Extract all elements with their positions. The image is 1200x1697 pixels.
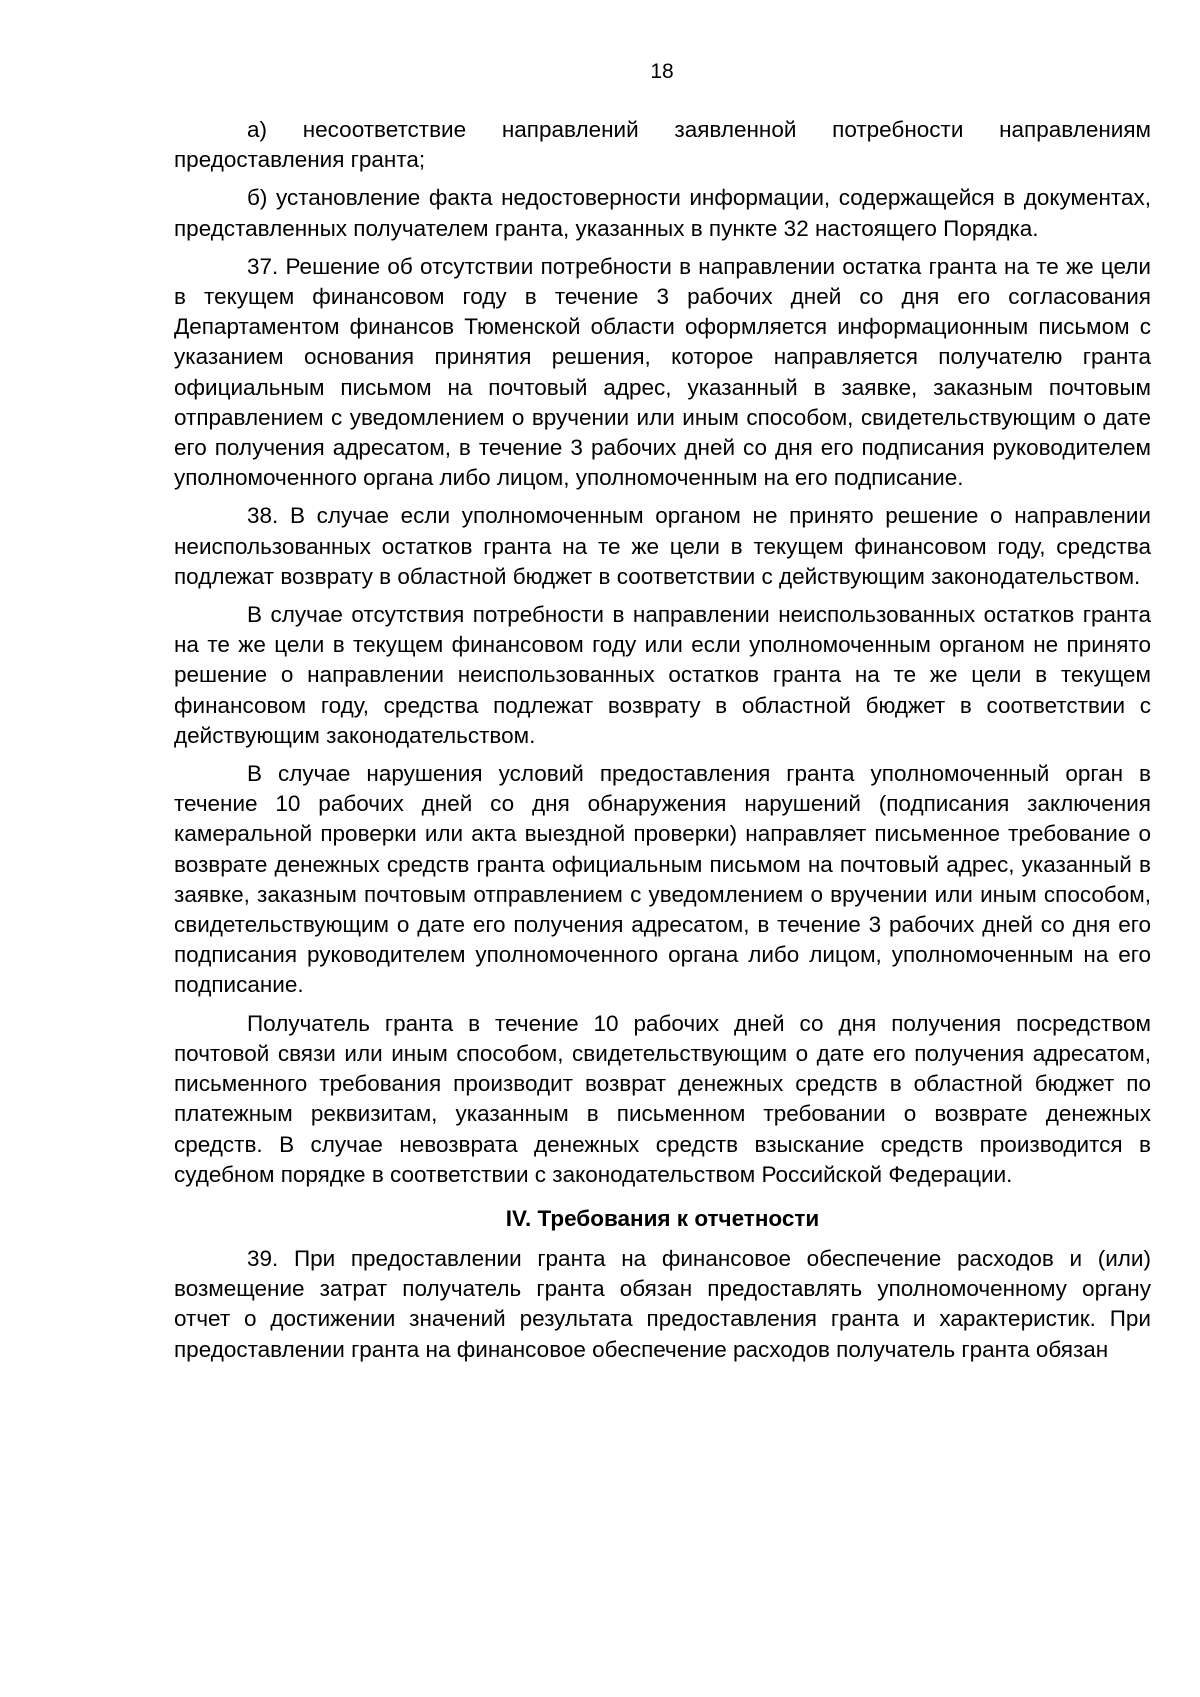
document-body: [174, 115, 1151, 1373]
page-number: 18: [650, 60, 674, 83]
paragraph-38-refund: Получатель гранта в течение 10 рабочих дней со дня получения посредством почтовой связи или иным способом, свидетельствующим о дате его получения адресатом, письменного требования производит возврат денежных средств в областной бюджет по платежным реквизитам, указанным в письменном требовании о возврате денежных средств. В случае невозврата денежных средств взыскание средств производится в судебном порядке в соответствии с законодательством Российской Федерации.: [174, 1010, 1151, 1187]
paragraph-39: 39. При предоставлении гранта на финансовое обеспечение расходов и (или) возмещение затрат получатель гранта обязан предоставлять уполномоченному органу отчет о достижении значений результата предоставления гранта и характеристик. При предоставлении гранта на финансовое обеспечение расходов получатель гранта обязан: [174, 1245, 1151, 1362]
paragraph-37: 37. Решение об отсутствии потребности в направлении остатка гранта на те же цели в текущем финансовом году в течение 3 рабочих дней со дня его согласования Департаментом финансов Тюменской области оформляется информационным письмом с указанием основания принятия решения, которое направляется получателю гранта официальным письмом на почтовый адрес, указанный в заявке, заказным почтовым отправлением с уведомлением о вручении или иным способом, свидетельствующим о дате его получения адресатом, в течение 3 рабочих дней со дня его подписания руководителем уполномоченного органа либо лицом, уполномоченным на его подписание.: [174, 253, 1151, 491]
paragraph-a: а) несоответствие направлений заявленной потребности направлениям предоставления гранта;: [174, 117, 1151, 173]
section-heading: IV. Требования к отчетности: [505, 1205, 820, 1231]
paragraph-38: 38. В случае если уполномоченным органом не принято решение о направлении неиспользованных остатков гранта на те же цели в текущем финансовом году, средства подлежат возврату в областной бюджет в соответствии с действующим законодательством.: [174, 503, 1151, 589]
paragraph-38-no-need: В случае отсутствия потребности в направлении неиспользованных остатков гранта на те же цели в текущем финансовом году или если уполномоченным органом не принято решение о направлении неиспользованных остатков гранта на те же цели в текущем финансовом году, средства подлежат возврату в областной бюджет в соответствии с действующим законодательством.: [174, 602, 1151, 748]
paragraph-38-violation: В случае нарушения условий предоставления гранта уполномоченный орган в течение 10 рабочих дней со дня обнаружения нарушений (подписания заключения камеральной проверки или акта выездной проверки) направляет письменное требование о возврате денежных средств гранта официальным письмом на почтовый адрес, указанный в заявке, заказным почтовым отправлением с уведомлением о вручении или иным способом, свидетельствующим о дате его получения адресатом, в течение 3 рабочих дней со дня его подписания руководителем уполномоченного органа либо лицом, уполномоченным на его подписание.: [174, 761, 1151, 998]
paragraph-b: б) установление факта недостоверности информации, содержащейся в документах, представленных получателем гранта, указанных в пункте 32 настоящего Порядка.: [174, 185, 1151, 241]
